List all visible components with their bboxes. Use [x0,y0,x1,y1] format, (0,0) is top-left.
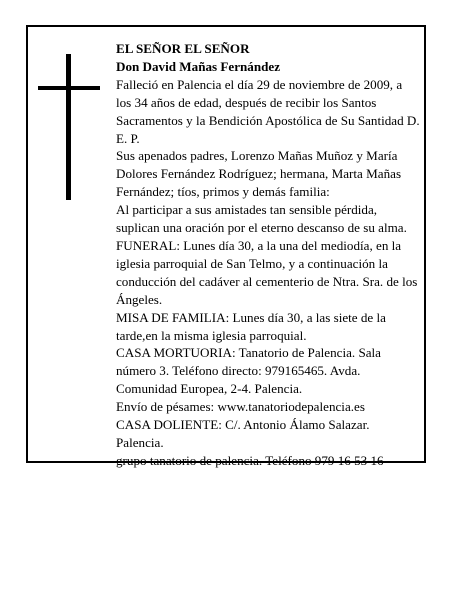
cross-icon [38,54,100,200]
obituary-notice [26,25,426,468]
family-list: Sus apenados padres, Lorenzo Mañas Muñoz y María Dolores Fernández Rodríguez; hermana, Marta Mañas Fernández; tíos, primos y demás familia: [116,148,402,200]
notice-text [116,40,420,470]
prayer-request: Al participar a sus amistades tan sensible pérdida, suplican una oración por el eterno descanso de su alma. [116,202,407,236]
family-mass-info: MISA DE FAMILIA: Lunes día 30, a las siete de la tarde,en la misma iglesia parroquial. [116,309,386,343]
deceased-name: Don David Mañas Fernández [116,58,281,74]
funeral-home-info: CASA MORTUORIA: Tanatorio de Palencia. Sala número 3. Teléfono directo: 979165465. Avda. Comunidad Europea, 2-4. Palencia. [116,345,381,397]
funeral-info: FUNERAL: Lunes día 30, a la una del mediodía, en la iglesia parroquial de San Telmo, y a continuación la conducción del cadáver al cementerio de Ntra. Sra. de los Ángeles. [116,237,418,307]
family-home-info: CASA DOLIENTE: C/. Antonio Álamo Salazar. Palencia. [116,417,370,450]
notice-heading: EL SEÑOR EL SEÑOR [116,41,250,56]
condolences-website: Envío de pésames: www.tanatoriodepalencia.es [116,399,365,415]
death-announcement: Falleció en Palencia el día 29 de noviembre de 2009, a los 34 años de edad, después de recibir los Santos Sacramentos y la Bendición Apostólica de Su Santidad D. E. P. [116,76,420,146]
funeral-group-phone: grupo tanatorio de palencia. Teléfono 979 16 53 16 [116,452,384,468]
